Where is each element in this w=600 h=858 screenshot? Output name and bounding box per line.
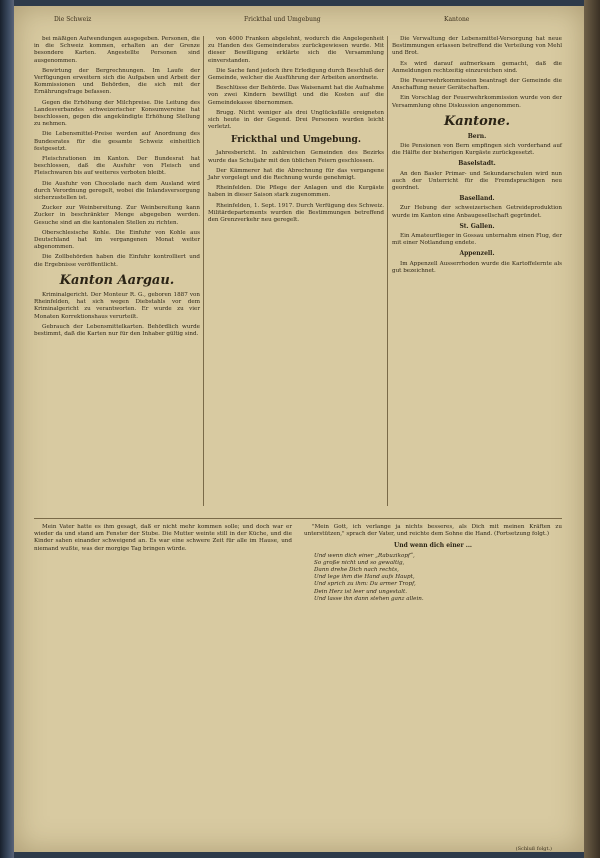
poem-title: Und wenn dich einer ...	[393, 542, 473, 550]
poem	[304, 553, 562, 603]
poem-line: Dann drehe Dich nach rechts,	[314, 567, 399, 574]
page-edge	[584, 0, 600, 858]
paragraph: Die Pensionen von Bern empfingen sich vorderhand auf die Hälfte der bisherigen Kurgäste zurückgesetzt.	[392, 143, 562, 157]
paragraph: Die Lebensmittel-Preise werden auf Anordnung des Bundesrates für die gesamte Schweiz einheitlich festgesetzt.	[34, 131, 200, 152]
paragraph: Bewirtung der Bergrechnungen. Im Laufe der Verfügungen erweitern sich die Aufgaben und Arbeit der Kommissionen und Behörden, die sich mit der Ernährungsfrage befassen.	[34, 67, 200, 96]
poem-line: Und lege ihm die Hand aufs Haupt,	[314, 574, 415, 581]
feuilleton-left	[34, 524, 292, 553]
paragraph: Ein Vorschlag der Feuerwehrkommission wurde von der Versammlung ohne Diskussion angenommen.	[392, 95, 562, 109]
paragraph: Kriminalgericht. Der Monteur R. G., geboren 1887 von Rheinfelden, hat sich wegen Diebstahls vor dem Kriminalgericht zu verantworten. Er wurde zu vier Monaten Korrektionshaus verurteilt.	[34, 291, 200, 320]
paragraph: Es wird darauf aufmerksam gemacht, daß die Anmeldungen rechtzeitig einzureichen sind.	[392, 60, 562, 74]
column-1	[34, 36, 200, 341]
paragraph: von 4000 Franken abgelehnt, wodurch die Angelegenheit zu Handen des Gemeinderates zurückgewiesen wurde. Mit dieser Bewilligung erklärte sich die Versammlung einverstanden.	[208, 36, 384, 64]
paragraph: Die Ausfuhr von Chocolade nach dem Ausland wird durch Verordnung geregelt, wobei die Inlandsversorgung sicherzustellen ist.	[34, 180, 200, 202]
appenzell-heading: Appenzell.	[459, 250, 495, 258]
paragraph: Im Appenzell Ausserrhoden wurde die Kartoffelernte als gut bezeichnet.	[392, 260, 562, 274]
header-center: Frickthal und Umgebung	[244, 16, 321, 23]
feuilleton-right	[304, 524, 562, 603]
baselland-heading: Baselland.	[459, 195, 495, 203]
poem-line: Und wenn dich einer „Rabuzikopf“,	[314, 552, 415, 559]
header-left: Die Schweiz	[54, 16, 92, 23]
paragraph: Brugg. Nicht weniger als drei Unglücksfälle ereigneten sich heute in der Gegend. Drei Personen wurden leicht verletzt.	[208, 109, 384, 131]
paragraph: Der Kämmerer hat die Abrechnung für das vergangene Jahr vorgelegt und die Rechnung wurde genehmigt.	[208, 167, 384, 182]
bern-heading: Bern.	[467, 132, 487, 140]
paragraph: Die Verwaltung der Lebensmittel-Versorgung hat neue Bestimmungen erlassen betreffend die Verteilung von Mehl und Brot.	[392, 36, 562, 57]
kantone-heading: Kantone.	[443, 113, 511, 129]
paragraph: Die Zollbehörden haben die Einfuhr kontrolliert und die Ergebnisse veröffentlicht.	[34, 254, 200, 268]
paragraph: Rheinfelden. Die Pflege der Anlagen und die Kurgäste haben in dieser Saison stark zugenommen.	[208, 185, 384, 199]
paragraph: Fleischrationen im Kanton. Der Bundesrat hat beschlossen, daß die Ausfuhr von Fleisch und Fleischwaren bis auf weiteres verboten bleibt.	[34, 156, 200, 177]
book-spine	[0, 0, 14, 858]
paragraph: Mein Vater hatte es ihm gesagt, daß er nicht mehr kommen solle; und doch war er wieder da und stand am Fenster der Stube. Die Mutter weinte still in der Küche, und die Kinder sahen einander schweigend an. Es war eine schwere Zeit für alle im Hause, und niemand wußte, was der morgige Tag bringen würde.	[34, 524, 292, 552]
frickthal-heading: Frickthal und Umgebung.	[231, 135, 361, 146]
column-rule	[203, 36, 204, 506]
paragraph: Die Feuerwehrkommission beantragt der Gemeinde die Anschaffung neuer Gerätschaften.	[392, 78, 562, 92]
paragraph: Oberschlesische Kohle. Die Einfuhr von Kohle aus Deutschland hat im vergangenen Monat weiter abgenommen.	[34, 229, 200, 251]
column-rule	[387, 36, 388, 506]
column-2	[208, 36, 384, 227]
paragraph: "Mein Gott, ich verlange ja nichts besseres, als Dich mit meinen Kräften zu unterstützen," sprach der Vater, und reichte dem Sohne die Hand. (Fortsetzung folgt.)	[304, 524, 562, 538]
paragraph: Die Sache fand jedoch ihre Erledigung durch Beschluß der Gemeinde, welcher die Ausführung der Arbeiten anordnete.	[208, 67, 384, 82]
paragraph: Zucker zur Weinbereitung. Zur Weinbereitung kann Zucker in beschränkter Menge abgegeben werden. Gesuche sind an die kantonalen Stellen zu richten.	[34, 205, 200, 226]
poem-line: Und lasse ihn dann stehen ganz allein.	[314, 595, 424, 602]
header-right: Kantone	[444, 16, 470, 23]
continuation-note: (Schluß folgt.)	[515, 846, 552, 852]
feuilleton-divider	[34, 518, 562, 519]
baselstadt-heading: Baselstadt.	[458, 160, 496, 168]
paragraph: Jahresbericht. In zahlreichen Gemeinden des Bezirks wurde das Schuljahr mit den üblichen Feiern geschlossen.	[208, 150, 384, 164]
paragraph: Ein Amateurflieger in Gossau unternahm einen Flug, der mit einer Notlandung endete.	[392, 233, 562, 247]
poem-line: Und sprich zu ihm: Du armer Tropf,	[314, 581, 416, 588]
paragraph: Zur Hebung der schweizerischen Getreideproduktion wurde im Kanton eine Anbaugesellschaft gegründet.	[392, 205, 562, 219]
newspaper-page	[14, 6, 584, 852]
poem-line: Dein Herz ist leer und ungestalt.	[314, 588, 408, 595]
paragraph: bei mäßigen Aufwendungen ausgegeben. Personen, die in die Schweiz kommen, erhalten an der Grenze besondere Karten. Angestellte Personen sind ausgenommen.	[34, 36, 200, 64]
poem-line: So große nicht und so gewaltig,	[314, 559, 405, 566]
paragraph: Gebrauch der Lebensmittelkarten. Behördlich wurde bestimmt, daß die Karten nur für den Inhaber gültig sind.	[34, 323, 200, 337]
stgallen-heading: St. Gallen.	[459, 222, 495, 230]
paragraph: Gegen die Erhöhung der Milchpreise. Die Leitung des Landesverbandes schweizerischer Konsumvereine hat beschlossen, gegen die angekündigte Erhöhung Stellung zu nehmen.	[34, 99, 200, 128]
paragraph: Beschlüsse der Behörde. Das Waisenamt hat die Aufnahme von zwei Kindern bewilligt und die Kosten auf die Gemeindekasse übernommen.	[208, 85, 384, 106]
column-3	[392, 36, 562, 278]
kanton-aargau-heading: Kanton Aargau.	[59, 272, 175, 288]
paragraph: Rheinfelden, 1. Sept. 1917. Durch Verfügung des Schweiz. Militärdepartements wurden die Bestimmungen betreffend den Grenzverkehr neu geregelt.	[208, 202, 384, 224]
paragraph: An den Basler Primar- und Sekundarschulen wird nun auch der Unterricht für die Fremdsprachigen neu geordnet.	[392, 170, 562, 192]
